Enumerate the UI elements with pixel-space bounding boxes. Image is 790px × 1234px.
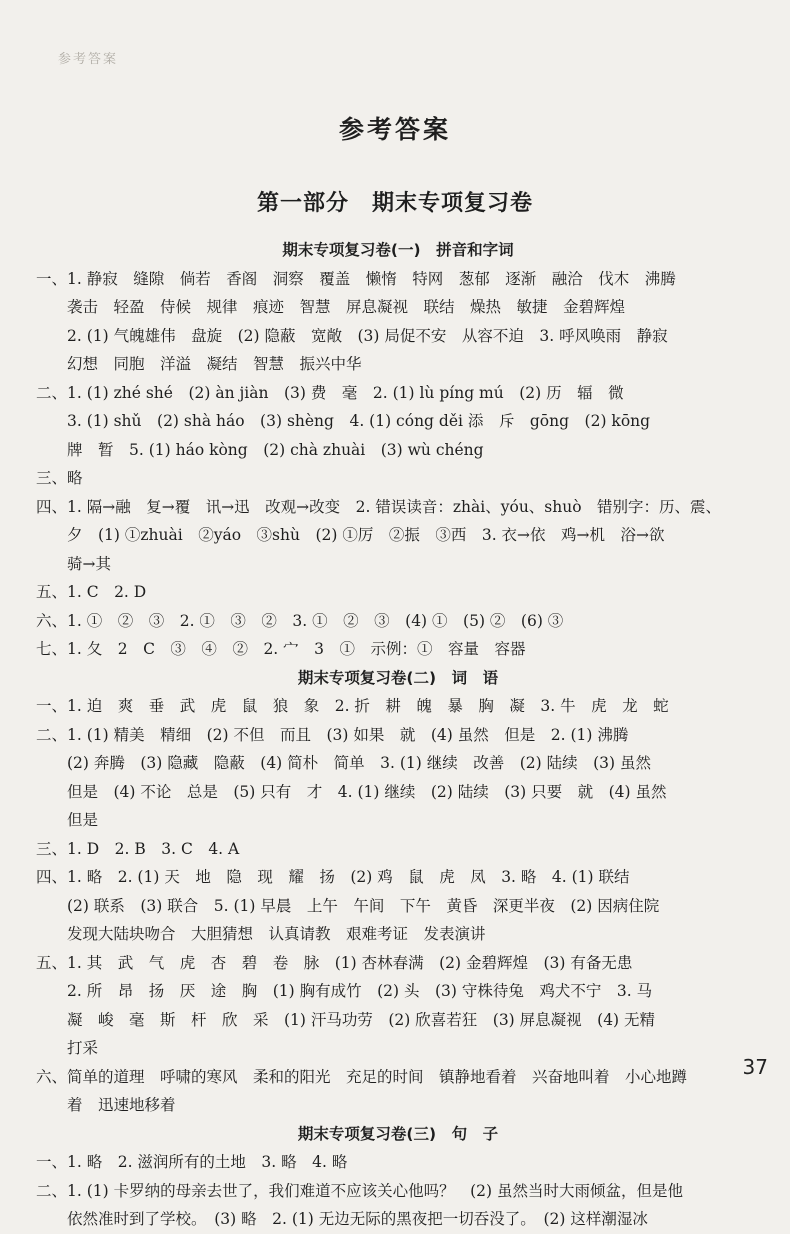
answer-line: 五、1. C 2. D: [36, 583, 147, 601]
answer-line: 一、1. 静寂 缝隙 倘若 香阁 洞察 覆盖 懒惰 特网 葱郁 逐渐 融洽 伐木 沸腾: [36, 269, 676, 288]
answer-line: 打采: [67, 1039, 99, 1057]
answer-content: [36, 236, 760, 1234]
answer-line: 但是 (4) 不论 总是 (5) 只有 才 4. (1) 继续 (2) 陆续 (3) 只要 就 (4) 虽然: [67, 782, 667, 801]
answer-line: 牌 暂 5. (1) háo kòng (2) chà zhuài (3) wù chéng: [67, 440, 484, 459]
answer-line: 一、1. 迫 爽 垂 武 虎 鼠 狼 象 2. 折 耕 魄 暴 胸 凝 3. 牛 虎 龙 蛇: [36, 697, 669, 715]
answer-line: 幻想 同胞 洋溢 凝结 智慧 振兴中华: [67, 355, 362, 373]
page-title: 参考答案: [338, 115, 451, 144]
answer-line: 依然准时到了学校。 (3) 略 2. (1) 无边无际的黑夜把一切吞没了。 (2) 这样潮湿冰: [67, 1210, 648, 1228]
answer-line: 七、1. 夂 2 C ③ ④ ② 2. 宀 3 ① 示例：① 容量 容器: [36, 640, 526, 658]
answer-line: 三、1. D 2. B 3. C 4. A: [36, 839, 240, 858]
running-head: 参考答案: [58, 52, 119, 67]
answer-line: 三、略: [36, 469, 83, 487]
answer-line: 3. (1) shǔ (2) shà háo (3) shèng 4. (1) cóng děi 添 斥 gōng (2) kōng: [67, 412, 651, 430]
answer-line: 夕 (1) ①zhuài ②yáo ③shù (2) ①厉 ②振 ③西 3. 衣→依 鸡→机 浴→欲: [67, 526, 665, 544]
answer-line: (2) 奔腾 (3) 隐藏 隐蔽 (4) 简朴 简单 3. (1) 继续 改善 (2) 陆续 (3) 虽然: [67, 754, 652, 772]
answer-line: 2. (1) 气魄雄伟 盘旋 (2) 隐蔽 宽敞 (3) 局促不安 从容不迫 3. 呼风唤雨 静寂: [67, 326, 668, 345]
part-title: 第一部分 期末专项复习卷: [256, 191, 533, 216]
answer-line: 袭击 轻盈 侍候 规律 痕迹 智慧 屏息凝视 联结 燥热 敏捷 金碧辉煌: [67, 298, 626, 316]
answer-line: 着 迅速地移着: [67, 1096, 176, 1114]
page-number: 37: [742, 1055, 768, 1079]
answer-line: 六、1. ① ② ③ 2. ① ③ ② 3. ① ② ③ (4) ① (5) ② (6) ③: [36, 611, 564, 630]
section-title: 期末专项复习卷(一) 拼音和字词: [282, 241, 514, 259]
answer-line: 凝 峻 毫 斯 杆 欣 采 (1) 汗马功劳 (2) 欣喜若狂 (3) 屏息凝视 (4) 无精: [67, 1010, 656, 1029]
answer-line: 五、1. 其 武 气 虎 杏 碧 卷 脉 (1) 杏林春满 (2) 金碧辉煌 (3) 有备无患: [36, 953, 633, 972]
answer-line: 二、1. (1) zhé shé (2) àn jiàn (3) 费 毫 2. (1) lù píng mú (2) 历 辐 微: [36, 383, 624, 402]
answer-line: 四、1. 隔→融 复→覆 讯→迅 改观→改变 2. 错误读音：zhài、yóu、shuò 错别字：历、震、: [36, 497, 722, 516]
answer-line: 一、1. 略 2. 滋润所有的土地 3. 略 4. 略: [36, 1153, 348, 1171]
answer-line: 2. 所 昂 扬 厌 途 胸 (1) 胸有成竹 (2) 头 (3) 守株待兔 鸡犬不宁 3. 马: [67, 982, 653, 1000]
answer-line: 骑→其: [67, 554, 111, 573]
answer-line: 发现大陆块吻合 大胆猜想 认真请教 艰难考证 发表演讲: [67, 925, 486, 943]
answer-line: 但是: [67, 811, 99, 829]
answer-line: 六、简单的道理 呼啸的寒风 柔和的阳光 充足的时间 镇静地看着 兴奋地叫着 小心地蹲: [36, 1067, 688, 1086]
answer-line: 四、1. 略 2. (1) 天 地 隐 现 耀 扬 (2) 鸡 鼠 虎 凤 3. 略 4. (1) 联结: [36, 868, 630, 886]
answer-line: 二、1. (1) 卡罗纳的母亲去世了，我们难道不应该关心他吗？ (2) 虽然当时大雨倾盆，但是他: [36, 1181, 683, 1200]
section-title: 期末专项复习卷(三) 句 子: [297, 1124, 499, 1143]
section-title: 期末专项复习卷(二) 词 语: [297, 668, 499, 687]
answer-line: (2) 联系 (3) 联合 5. (1) 早晨 上午 午间 下午 黄昏 深更半夜 (2) 因病住院: [67, 896, 660, 915]
answer-line: 二、1. (1) 精美 精细 (2) 不但 而且 (3) 如果 就 (4) 虽然 但是 2. (1) 沸腾: [36, 725, 629, 744]
